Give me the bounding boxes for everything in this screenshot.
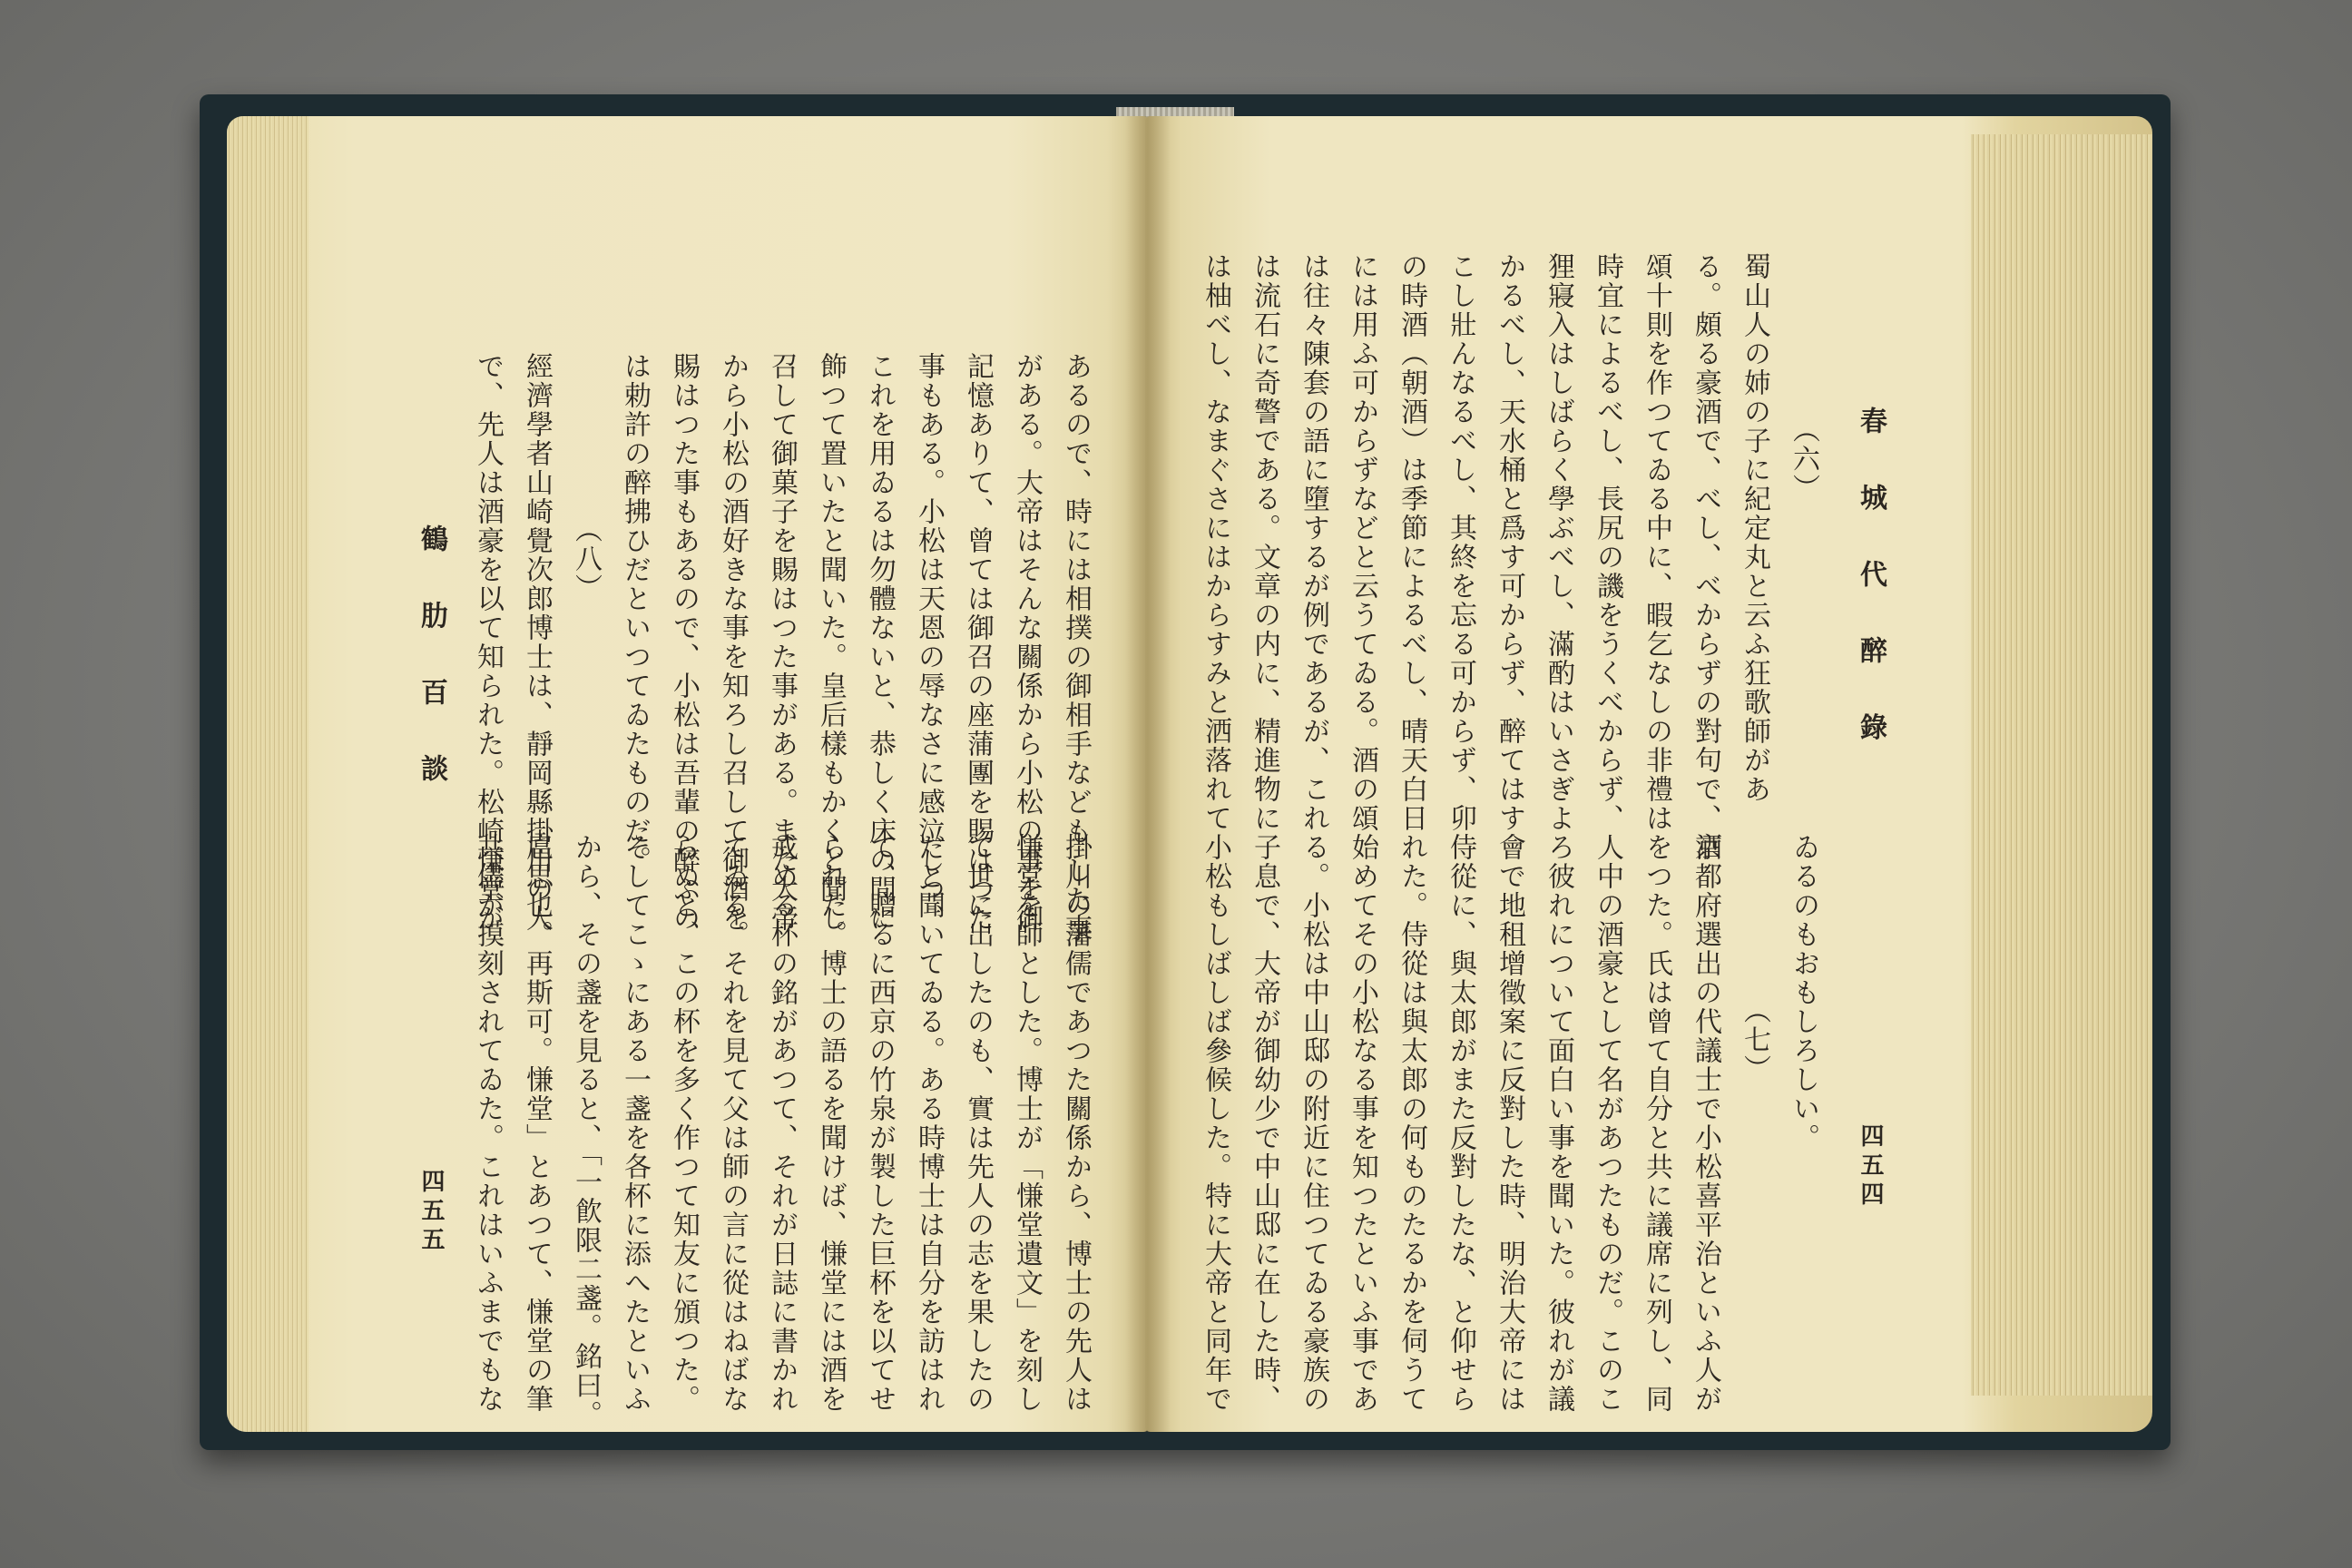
text-column: らぬと、この杯を多く作つて知友に頒つた。 (668, 833, 700, 1414)
text-column: 人中の酒豪として名があつたものだ。このこ (1592, 833, 1623, 1414)
text-column: （六） (1788, 416, 1819, 503)
text-column: は勅許の醉拂ひだといつてゐたものだ。 (619, 352, 651, 875)
text-column: 賜はつた事もあるので、小松は吾輩の醉ふの (668, 352, 700, 933)
text-column: 蜀山人の姉の子に紀定丸と云ふ狂歌師があ (1739, 252, 1770, 804)
text-column: 會で地租增徵案に反對した時、明治大帝には (1494, 833, 1525, 1414)
right-page-edges (1971, 134, 2152, 1396)
text-column: をつた。氏は曾て自分と共に議席に列し、同 (1641, 833, 1672, 1414)
running-footer: 鶴 肋 百 談 (416, 524, 447, 802)
text-column: これを用ゐるは勿體ないと、恭しく床の間に (864, 352, 896, 933)
text-column: 共儘が摸刻されてゐた。これはいふまでもな (472, 833, 504, 1414)
text-column: 戒める杯の銘があつて、それが日誌に書かれ (766, 833, 798, 1414)
text-column: 子息で、大帝が御幼少で中山邸に在した時、 (1249, 833, 1280, 1414)
text-column: 京都府選出の代議士で小松喜平治といふ人が (1690, 833, 1721, 1414)
text-column: 時宜によるべし、長尻の譏をうくべからず、 (1592, 252, 1623, 833)
text-column: そしてこゝにある一盞を各杯に添へたといふ (619, 833, 651, 1414)
text-column: 事もある。小松は天恩の辱なさに感泣しつ、 (913, 352, 945, 933)
text-column: ろ彼れについて面白い事を聞いた。彼れが議 (1543, 833, 1574, 1414)
text-column: （八） (570, 515, 602, 603)
text-column: ゐるのもおもしろしい。 (1788, 833, 1819, 1152)
text-column: は柚べし、なまぐさにはからすみと洒落れて (1200, 252, 1231, 833)
text-column: れた。侍從は與太郎の何ものたるかを伺うて (1396, 833, 1427, 1414)
text-column: は往々陳套の語に墮するが例であるが、これ (1298, 252, 1329, 833)
text-column: で、先人は酒豪を以て知られた。松崎慊堂が (472, 352, 504, 933)
text-column: だと聞いてゐる。ある時博士は自分を訪はれ (913, 833, 945, 1414)
text-column: から、その盞を見ると、「一飮限二盞。銘曰。 (570, 833, 602, 1429)
text-column: られた。博士の語るを聞けば、慊堂には酒を (815, 833, 847, 1414)
text-column: 記憶ありて、曾ては御召の座蒲團を賜はつた (962, 352, 994, 933)
text-column: てゐる。それを見て父は師の言に從はねばな (717, 833, 749, 1414)
text-column: 慊堂を師とした。博士が「慊堂遺文」を刻し (1011, 833, 1043, 1414)
text-column: る。小松は中山邸の附近に住つてゐる豪族の (1298, 833, 1329, 1414)
text-column: こし壯んなるべし、其終を忘る可からず、卯 (1445, 252, 1476, 833)
text-column: る。頗る豪酒で、べし、べからずの對句で、酒 (1690, 252, 1721, 862)
gutter-shadow (1125, 116, 1171, 1432)
right-page (1145, 116, 2152, 1432)
text-column: 侍從に、與太郎がまた反對したな、と仰せら (1445, 833, 1476, 1414)
page-number-right: 四五四 (1857, 1123, 1884, 1210)
text-column: 始めてその小松なる事を知つたといふ事であ (1347, 833, 1378, 1414)
text-column: 掛川の藩儒であつた關係から、博士の先人は (1060, 833, 1092, 1414)
text-column: 小松もしばしば參候した。特に大帝と同年で (1200, 833, 1231, 1414)
text-column: 飾つて置いたと聞いた。皇后樣もかくと聞し (815, 352, 847, 933)
text-column: 召して御菓子を賜はつた事がある。また大帝 (766, 352, 798, 933)
left-page-edges (227, 116, 309, 1432)
text-column: あるので、時には相撲の御相手なども した事 (1060, 352, 1092, 944)
text-column: の時酒（朝酒）は季節によるべし、晴天白日 (1396, 252, 1427, 833)
text-column: かるべし、天水桶と爲す可からず、醉てはす (1494, 252, 1525, 833)
left-page (227, 116, 1149, 1432)
text-column: （七） (1739, 996, 1770, 1083)
page-number-left: 四五五 (417, 1169, 445, 1256)
text-column: は流石に奇警である。文章の内に、精進物に (1249, 252, 1280, 833)
running-header: 春 城 代 醉 錄 (1855, 407, 1886, 760)
text-column: 狸寢入はしばらく學ぶべし、滿酌はいさぎよ (1543, 252, 1574, 833)
text-column: がある。大帝はそんな關係から小松の事を御 (1011, 352, 1043, 933)
text-column: て、贈るに西京の竹泉が製した巨杯を以てせ (864, 833, 896, 1414)
text-column: 扈思也。再斯可。慊堂」とあつて、慊堂の筆 (521, 833, 553, 1414)
text-column: から小松の酒好きな事を知ろし召して御酒を (717, 352, 749, 933)
text-column: て世に出したのも、實は先人の志を果したの (962, 833, 994, 1414)
text-column: には用ふ可からずなどと云うてゐる。酒の頌 (1347, 252, 1378, 833)
text-column: 頌十則を作つてゐる中に、暇乞なしの非禮は (1641, 252, 1672, 833)
text-column: 經濟學者山崎覺次郎博士は、靜岡縣掛川の人 (521, 352, 553, 933)
